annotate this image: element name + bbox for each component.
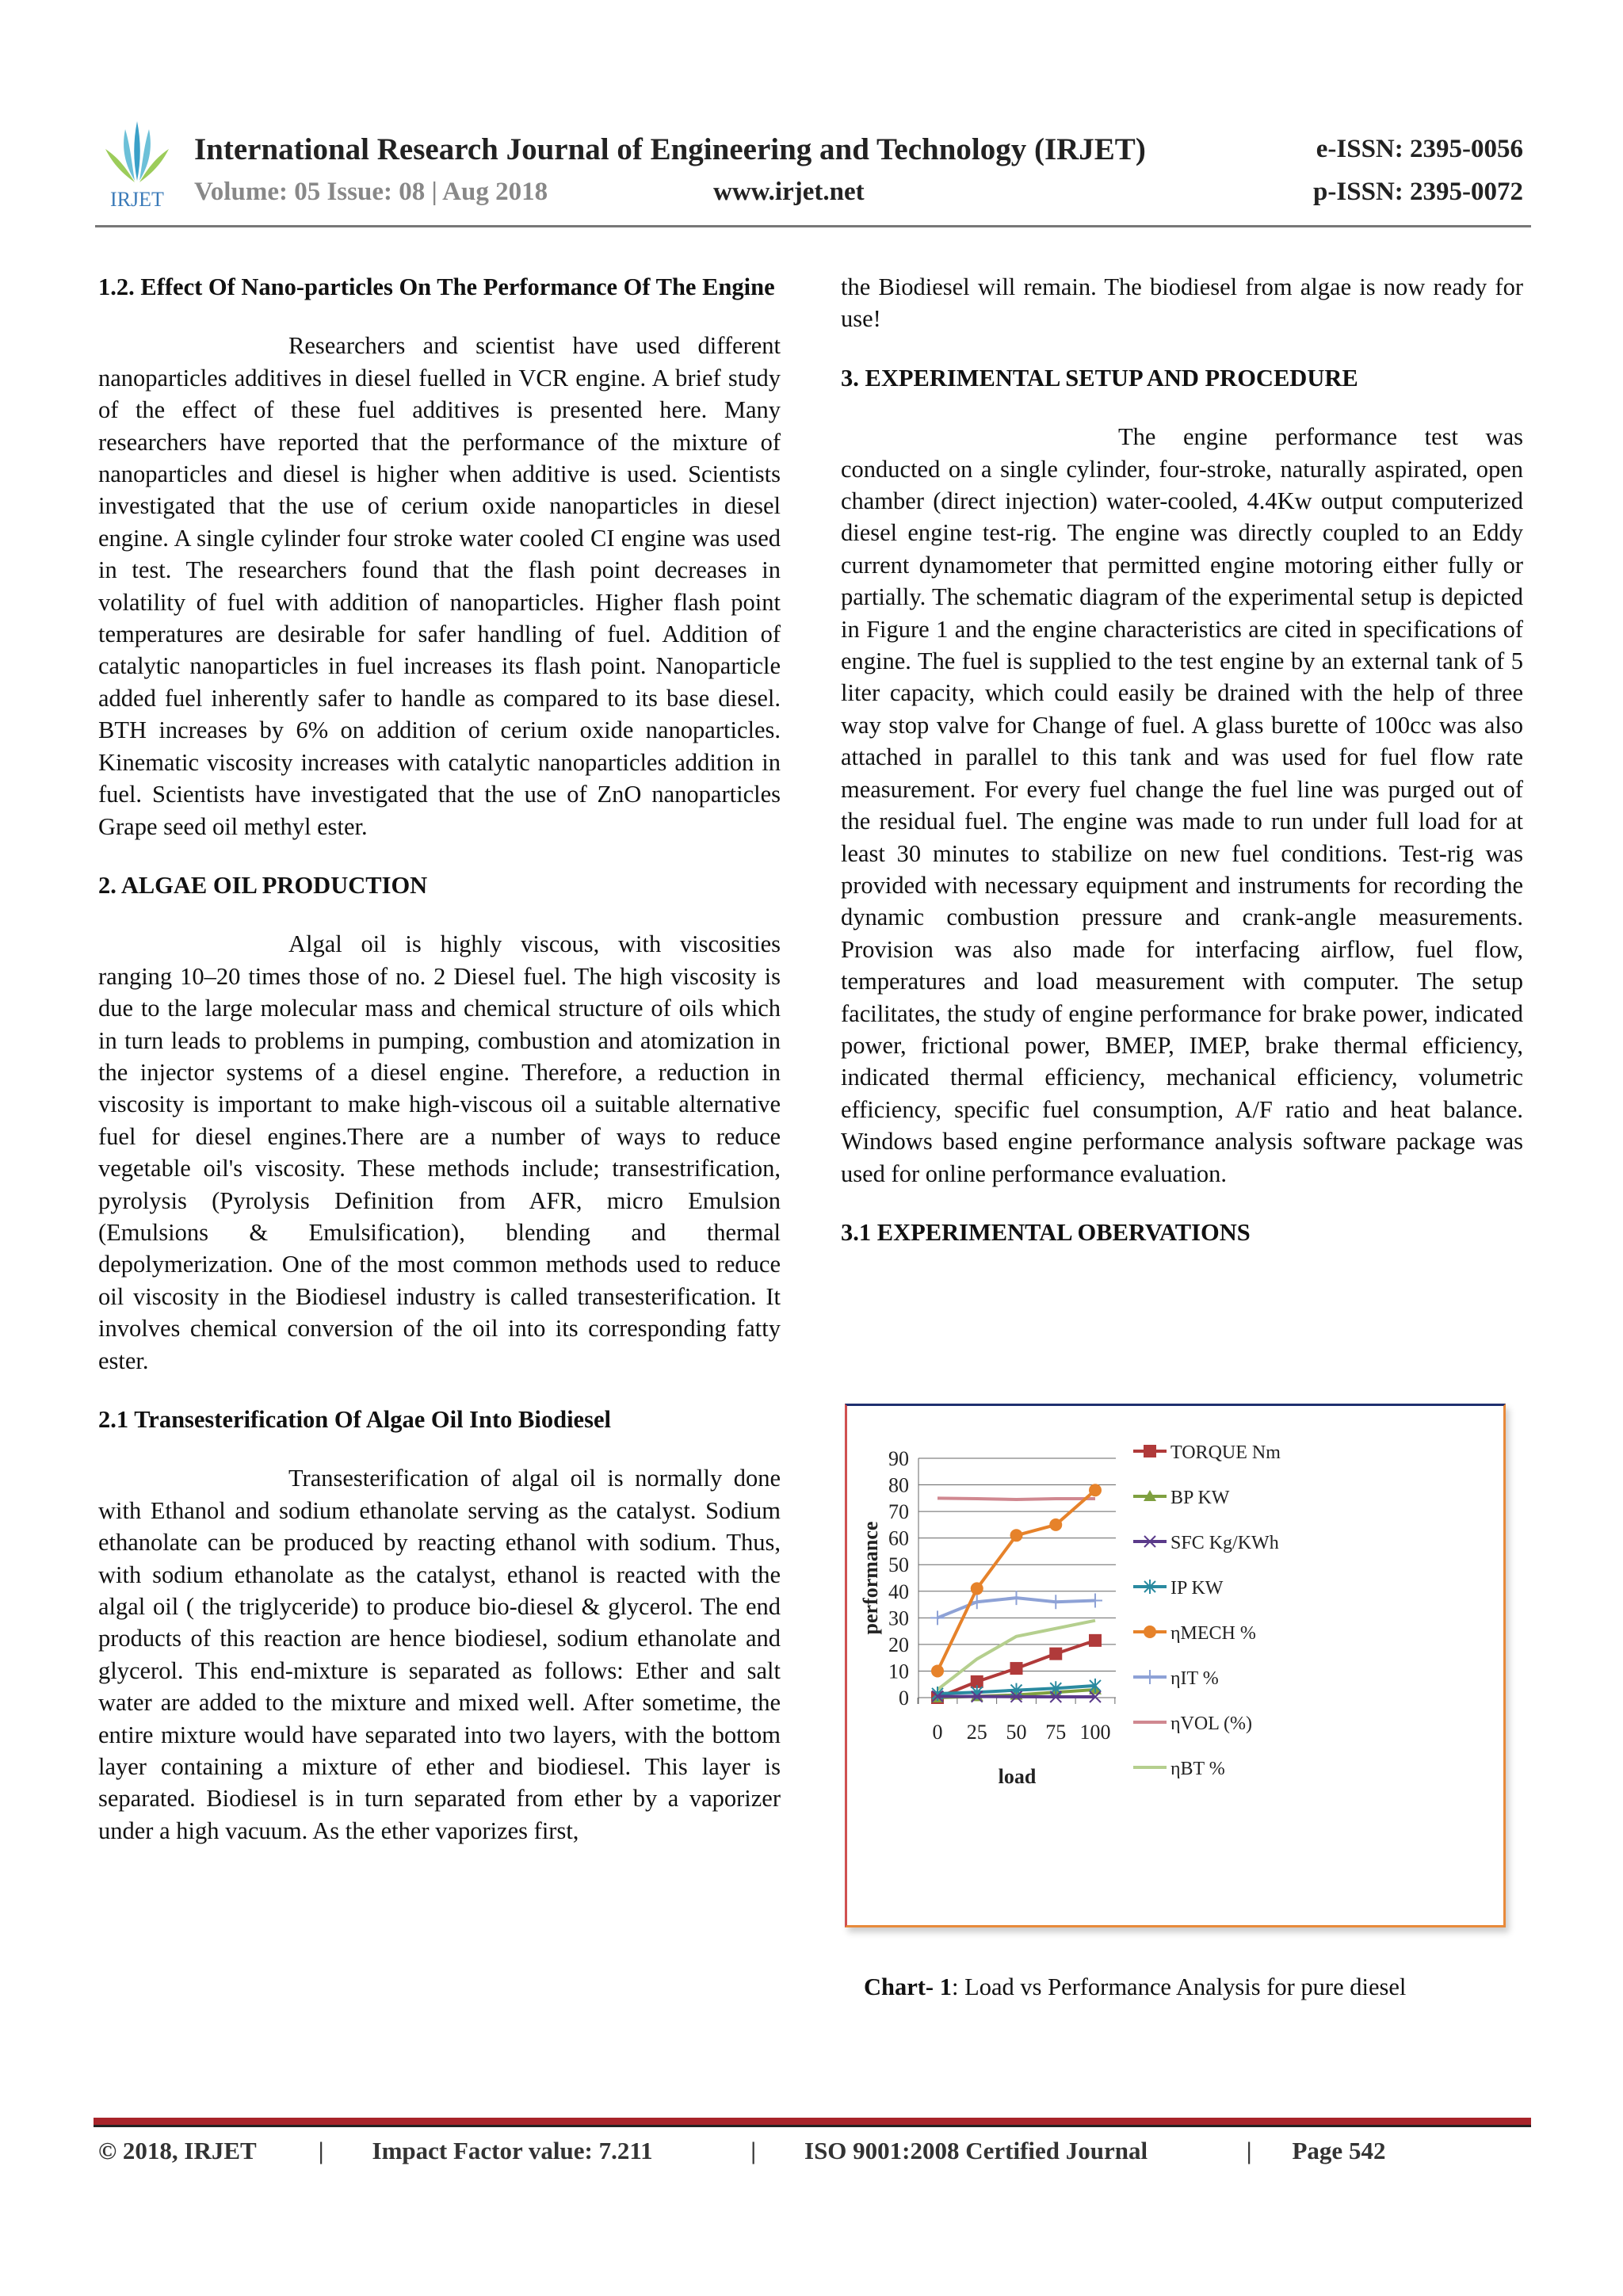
legend-label: BP KW <box>1170 1488 1230 1508</box>
chart <box>845 1404 1506 1927</box>
x-tick-label: 0 <box>932 1721 943 1744</box>
y-tick-label: 0 <box>899 1687 909 1710</box>
legend-label: SFC Kg/KWh <box>1170 1533 1279 1553</box>
data-point--mech- <box>1049 1519 1062 1531</box>
data-point--mech- <box>971 1582 983 1595</box>
y-tick-label: 70 <box>888 1500 909 1524</box>
section-heading: 3. EXPERIMENTAL SETUP AND PROCEDURE <box>841 364 1358 392</box>
footer-impact-factor: Impact Factor value: 7.211 <box>372 2137 653 2164</box>
data-point--mech- <box>1089 1484 1102 1496</box>
left-column <box>98 271 781 1874</box>
paragraph: The engine performance test was conducted on a single cylinder, four-stroke, naturally aspirated, open chamber (direct injection) water-cooled, 4.4Kw output computerized diesel engine test-rig. The engine was directly coupled to an Eddy current dynamometer that permitted engine motoring either fully or partially. The schematic diagram of the experimental setup is depicted in Figure 1 and the engine characteristics are cited in specifications of engine. The fuel is supplied to the test engine by an external tank of 5 liter capacity, which could easily be drained with the help of three way stop valve for Change of fuel. A glass burette of 100cc was also attached in parallel to this tank and was used for fuel flow rate measurement. For every fuel change the fuel line was purged out of the residual fuel. The engine was made to run under full load for at least 30 minutes to stabilize on new fuel conditions. Test-rig was provided with necessary equipment and instruments for recording the dynamic combustion pressure and crank-angle measurements. Provision was also made for interfacing airflow, fuel flow, temperatures and load measurement with computer. The setup facilitates, the study of engine performance for brake power, indicated power, frictional power, BMEP, IMEP, brake thermal efficiency, indicated thermal efficiency, mechanical efficiency, volumetric efficiency, specific fuel consumption, A/F ratio and heat balance. Windows based engine performance analysis software package was used for online performance evaluation. <box>841 423 1523 1187</box>
series-line--mech- <box>938 1490 1095 1671</box>
data-point--it- <box>1088 1594 1102 1608</box>
footer-iso: ISO 9001:2008 Certified Journal <box>804 2137 1148 2164</box>
x-tick-label: 25 <box>966 1721 987 1744</box>
footer <box>98 2137 1385 2165</box>
legend-label: ηVOL (%) <box>1170 1713 1252 1734</box>
data-point-torque-nm <box>1010 1662 1023 1675</box>
x-tick-label: 100 <box>1079 1721 1111 1744</box>
legend-label: ηIT % <box>1170 1668 1219 1689</box>
y-tick-label: 50 <box>888 1553 909 1577</box>
y-tick-label: 40 <box>888 1580 909 1603</box>
chart-svg <box>847 1406 1503 1925</box>
y-axis-label: performance <box>859 1521 882 1635</box>
y-tick-label: 60 <box>888 1526 909 1550</box>
x-tick-label: 75 <box>1045 1721 1067 1744</box>
caption-label: Chart- 1 <box>864 1973 952 2000</box>
legend-marker--it- <box>1143 1670 1157 1684</box>
data-point--it- <box>1010 1591 1024 1605</box>
y-tick-label: 30 <box>888 1606 909 1630</box>
section-heading: 3.1 EXPERIMENTAL OBERVATIONS <box>841 1218 1251 1246</box>
y-tick-label: 90 <box>888 1447 909 1470</box>
website-link[interactable]: www.irjet.net <box>713 178 865 206</box>
p-issn: p-ISSN: 2395-0072 <box>1313 178 1523 206</box>
paragraph: the Biodiesel will remain. The biodiesel from algae is now ready for use! <box>841 273 1523 333</box>
legend-marker--mech- <box>1144 1626 1156 1638</box>
series-line--bt- <box>938 1621 1095 1690</box>
section-heading: 2. ALGAE OIL PRODUCTION <box>98 871 428 899</box>
legend-label: IP KW <box>1170 1578 1224 1599</box>
x-tick-label: 50 <box>1006 1721 1027 1744</box>
paragraph: Algal oil is highly viscous, with viscosities ranging 10–20 times those of no. 2 Diesel fuel. The high viscosity is due to the large molecular mass and chemical structure of oils which in turn leads to problems in pumping, combustion and atomization in the injector systems of a diesel engine. Therefore, a reduction in viscosity is important to make high-viscous oil a suitable alternative fuel for diesel engines.There are a number of ways to reduce vegetable oil's viscosity. These methods include; transestrification, pyrolysis (Pyrolysis Definition from AFR, micro Emulsion (Emulsions & Emulsification), blending and thermal depolymerization. One of the most common methods used to reduce oil viscosity in the Biodiesel industry is called transesterification. It involves chemical conversion of the oil into its corresponding fatty ester. <box>98 930 781 1374</box>
series-line--vol- <box>938 1498 1095 1499</box>
footer-page-number: Page 542 <box>1292 2137 1386 2164</box>
x-axis-label: load <box>998 1765 1037 1788</box>
data-point-torque-nm <box>1049 1648 1062 1660</box>
caption-text: : Load vs Performance Analysis for pure diesel <box>951 1973 1407 2000</box>
y-tick-label: 20 <box>888 1633 909 1656</box>
section-heading: 1.2. Effect Of Nano-particles On The Performance Of The Engine <box>98 273 775 300</box>
legend-label: ηMECH % <box>1170 1623 1256 1644</box>
legend-label: TORQUE Nm <box>1170 1442 1281 1463</box>
data-point-torque-nm <box>1089 1634 1102 1647</box>
journal-title: International Research Journal of Engineering and Technology (IRJET) <box>194 132 1146 166</box>
y-tick-label: 10 <box>888 1660 909 1683</box>
e-issn: e-ISSN: 2395-0056 <box>1316 135 1523 163</box>
data-point--it- <box>1048 1595 1063 1609</box>
header-divider <box>95 225 1531 227</box>
chart-caption <box>864 1973 1406 2001</box>
data-point--it- <box>930 1610 945 1625</box>
svg-text:IRJET: IRJET <box>110 188 164 211</box>
legend-label: ηBT % <box>1170 1759 1225 1779</box>
footer-separator: | <box>750 2137 757 2164</box>
volume-issue: Volume: 05 Issue: 08 | Aug 2018 <box>194 178 548 206</box>
section-heading: 2.1 Transesterification Of Algae Oil Into Biodiesel <box>98 1406 611 1433</box>
footer-separator: | <box>1246 2137 1252 2164</box>
footer-separator: | <box>318 2137 324 2164</box>
footer-copyright: © 2018, IRJET <box>98 2137 257 2164</box>
legend-marker-torque-nm <box>1144 1445 1156 1457</box>
data-point--mech- <box>931 1664 944 1677</box>
paragraph: Researchers and scientist have used different nanoparticles additives in diesel fuelled in VCR engine. A brief study of the effect of these fuel additives is presented here. Many researchers have reported that the performance of the mixture of nanoparticles and diesel is higher when additive is used. Scientists investigated that the use of cerium oxide nanoparticles in diesel engine. A single cylinder four stroke water cooled CI engine was used in test. The researchers found that the flash point decreases in volatility of fuel with addition of nanoparticles. Higher flash point temperatures are desirable for safer handling of fuel. Addition of catalytic nanoparticles in fuel increases its flash point. Nanoparticle added fuel inherently safer to handle as compared to its base diesel. BTH increases by 6% on addition of cerium oxide nanoparticles. Kinematic viscosity increases with catalytic nanoparticles addition in fuel. Scientists have investigated that the use of ZnO nanoparticles Grape seed oil methyl ester. <box>98 332 781 840</box>
paragraph: Transesterification of algal oil is normally done with Ethanol and sodium ethanolate serving as the catalyst. Sodium ethanolate can be produced by reacting ethanol with sodium. Thus, with sodium ethanolate as the catalyst, ethanol is reacted with the algal oil ( the triglyceride) to produce bio-diesel & glycerol. The end products of this reaction are hence biodiesel, sodium ethanolate and glycerol. This end-mixture is separated as follows: Ether and salt water are added to the mixture and mixed well. After sometime, the entire mixture would have separated into two layers, with the bottom layer containing a mixture of ether and biodiesel. This layer is separated. Biodiesel is in turn separated from ether by a vaporizer under a high vacuum. As the ether vaporizes first, <box>98 1465 781 1844</box>
irjet-logo <box>94 117 181 211</box>
right-column <box>841 271 1523 1275</box>
data-point--mech- <box>1010 1529 1023 1541</box>
footer-divider <box>94 2118 1531 2127</box>
y-tick-label: 80 <box>888 1473 909 1497</box>
